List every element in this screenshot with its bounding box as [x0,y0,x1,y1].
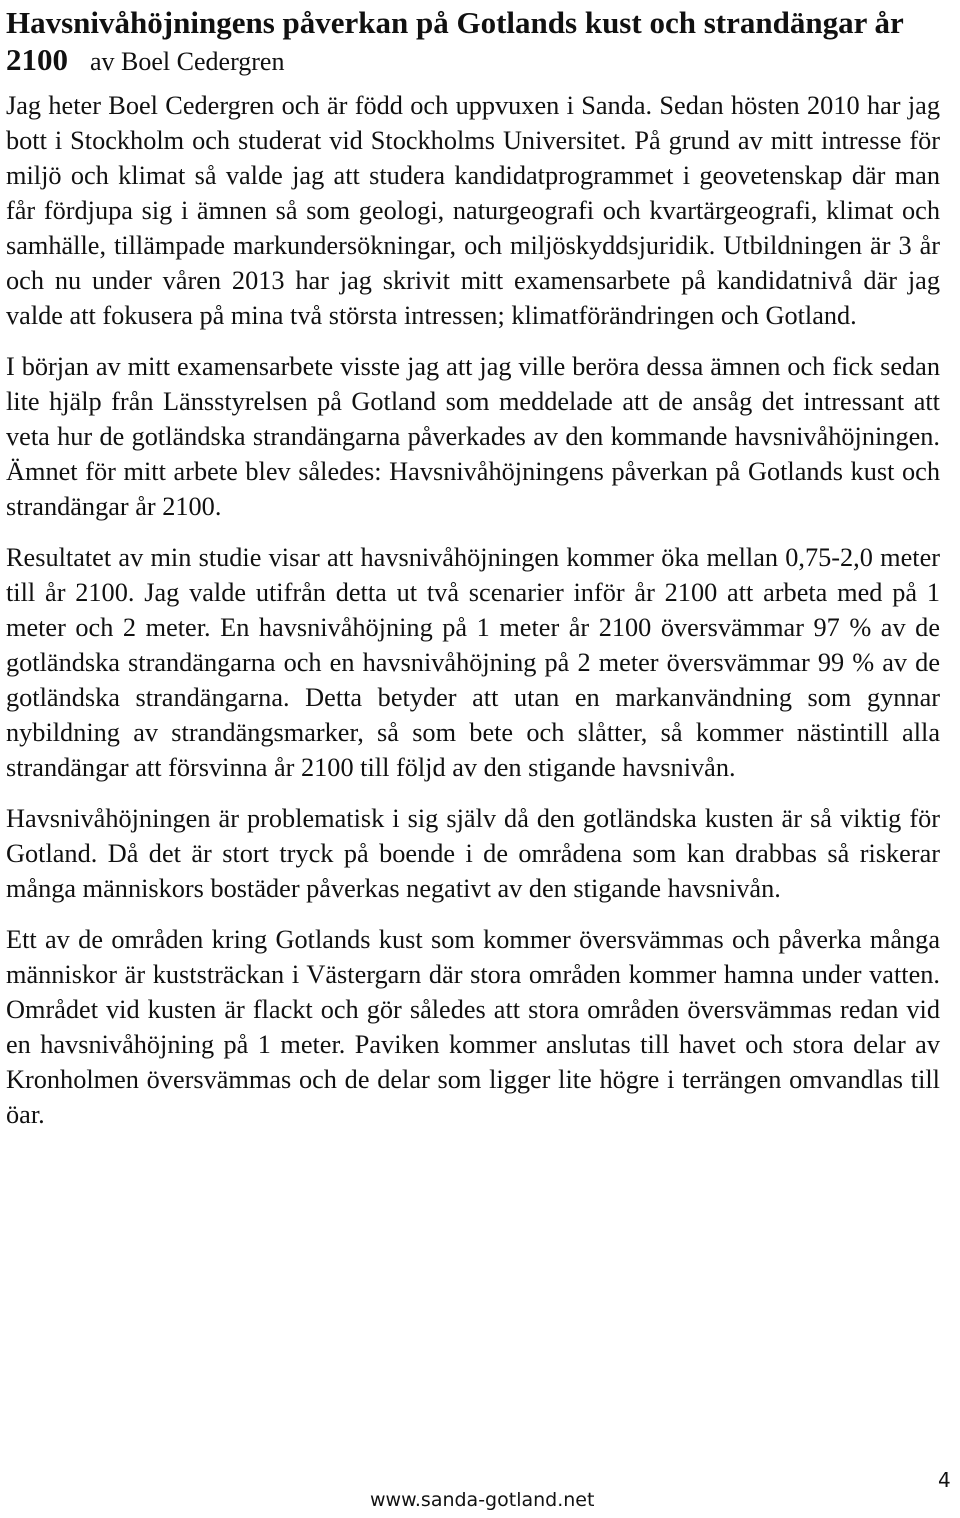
article-title-text: Havsnivåhöjningens påverkan på Gotlands kust och strandängar år 2100 [6,5,904,77]
paragraph-thesis-topic: I början av mitt examensarbete visste jag att jag ville beröra dessa ämnen och fick sedan lite hjälp från Länsstyrelsen på Gotland som meddelade att de ansåg det intressant att veta hur de gotländska strandängarna påverkades av den kommande havsnivåhöjningen. Ämnet för mitt arbete blev således: Havsnivåhöjningens påverkan på Gotlands kust och strandängar år 2100. [6,352,940,521]
article-page [6,0,940,1132]
footer-url: www.sanda-gotland.net [370,1489,595,1511]
article-author: av Boel Cedergren [90,47,285,76]
paragraph-intro: Jag heter Boel Cedergren och är född och uppvuxen i Sanda. Sedan hösten 2010 har jag bott i Stockholm och studerat vid Stockholms Universitet. På grund av mitt intresse för miljö och klimat så valde jag att studera kandidatprogrammet i geovetenskap där man får fördjupa sig i ämnen så som geologi, naturgeografi och kvartärgeografi, klimat och samhälle, tillämpade markundersökningar, och miljöskyddsjuridik. Utbildningen är 3 år och nu under våren 2013 har jag skrivit mitt examensarbete på kandidatnivå där jag valde att fokusera på mina två största intressen; klimatförändringen och Gotland. [6,91,940,330]
article-title [6,0,940,80]
page-number: 4 [938,1468,951,1492]
paragraph-vastergarn: Ett av de områden kring Gotlands kust som kommer översvämmas och påverka många människor är kuststräckan i Västergarn där stora områden kommer hamna under vatten. Området vid kusten är flackt och gör således att stora områden översvämmas redan vid en havsnivåhöjning på 1 meter. Paviken kommer anslutas till havet och stora delar av Kronholmen översvämmas och de delar som ligger lite högre i terrängen omvandlas till öar. [6,925,940,1129]
paragraph-problem: Havsnivåhöjningen är problematisk i sig själv då den gotländska kusten är så viktig för Gotland. Då det är stort tryck på boende i de områdena som kan drabbas så riskerar många människors bostäder påverkas negativt av den stigande havsnivån. [6,804,940,903]
paragraph-results: Resultatet av min studie visar att havsnivåhöjningen kommer öka mellan 0,75-2,0 meter till år 2100. Jag valde utifrån detta ut två scenarier inför år 2100 att arbeta med på 1 meter och 2 meter. En havsnivåhöjning på 1 meter år 2100 översvämmar 97 % av de gotländska strandängarna och en havsnivåhöjning på 2 meter översvämmar 99 % av de gotländska strandängarna. Detta betyder att utan en markanvändning som gynnar nybildning av strandängsmarker, så som bete och slåtter, så kommer nästintill alla strandängar att försvinna år 2100 till följd av den stigande havsnivån. [6,543,940,782]
